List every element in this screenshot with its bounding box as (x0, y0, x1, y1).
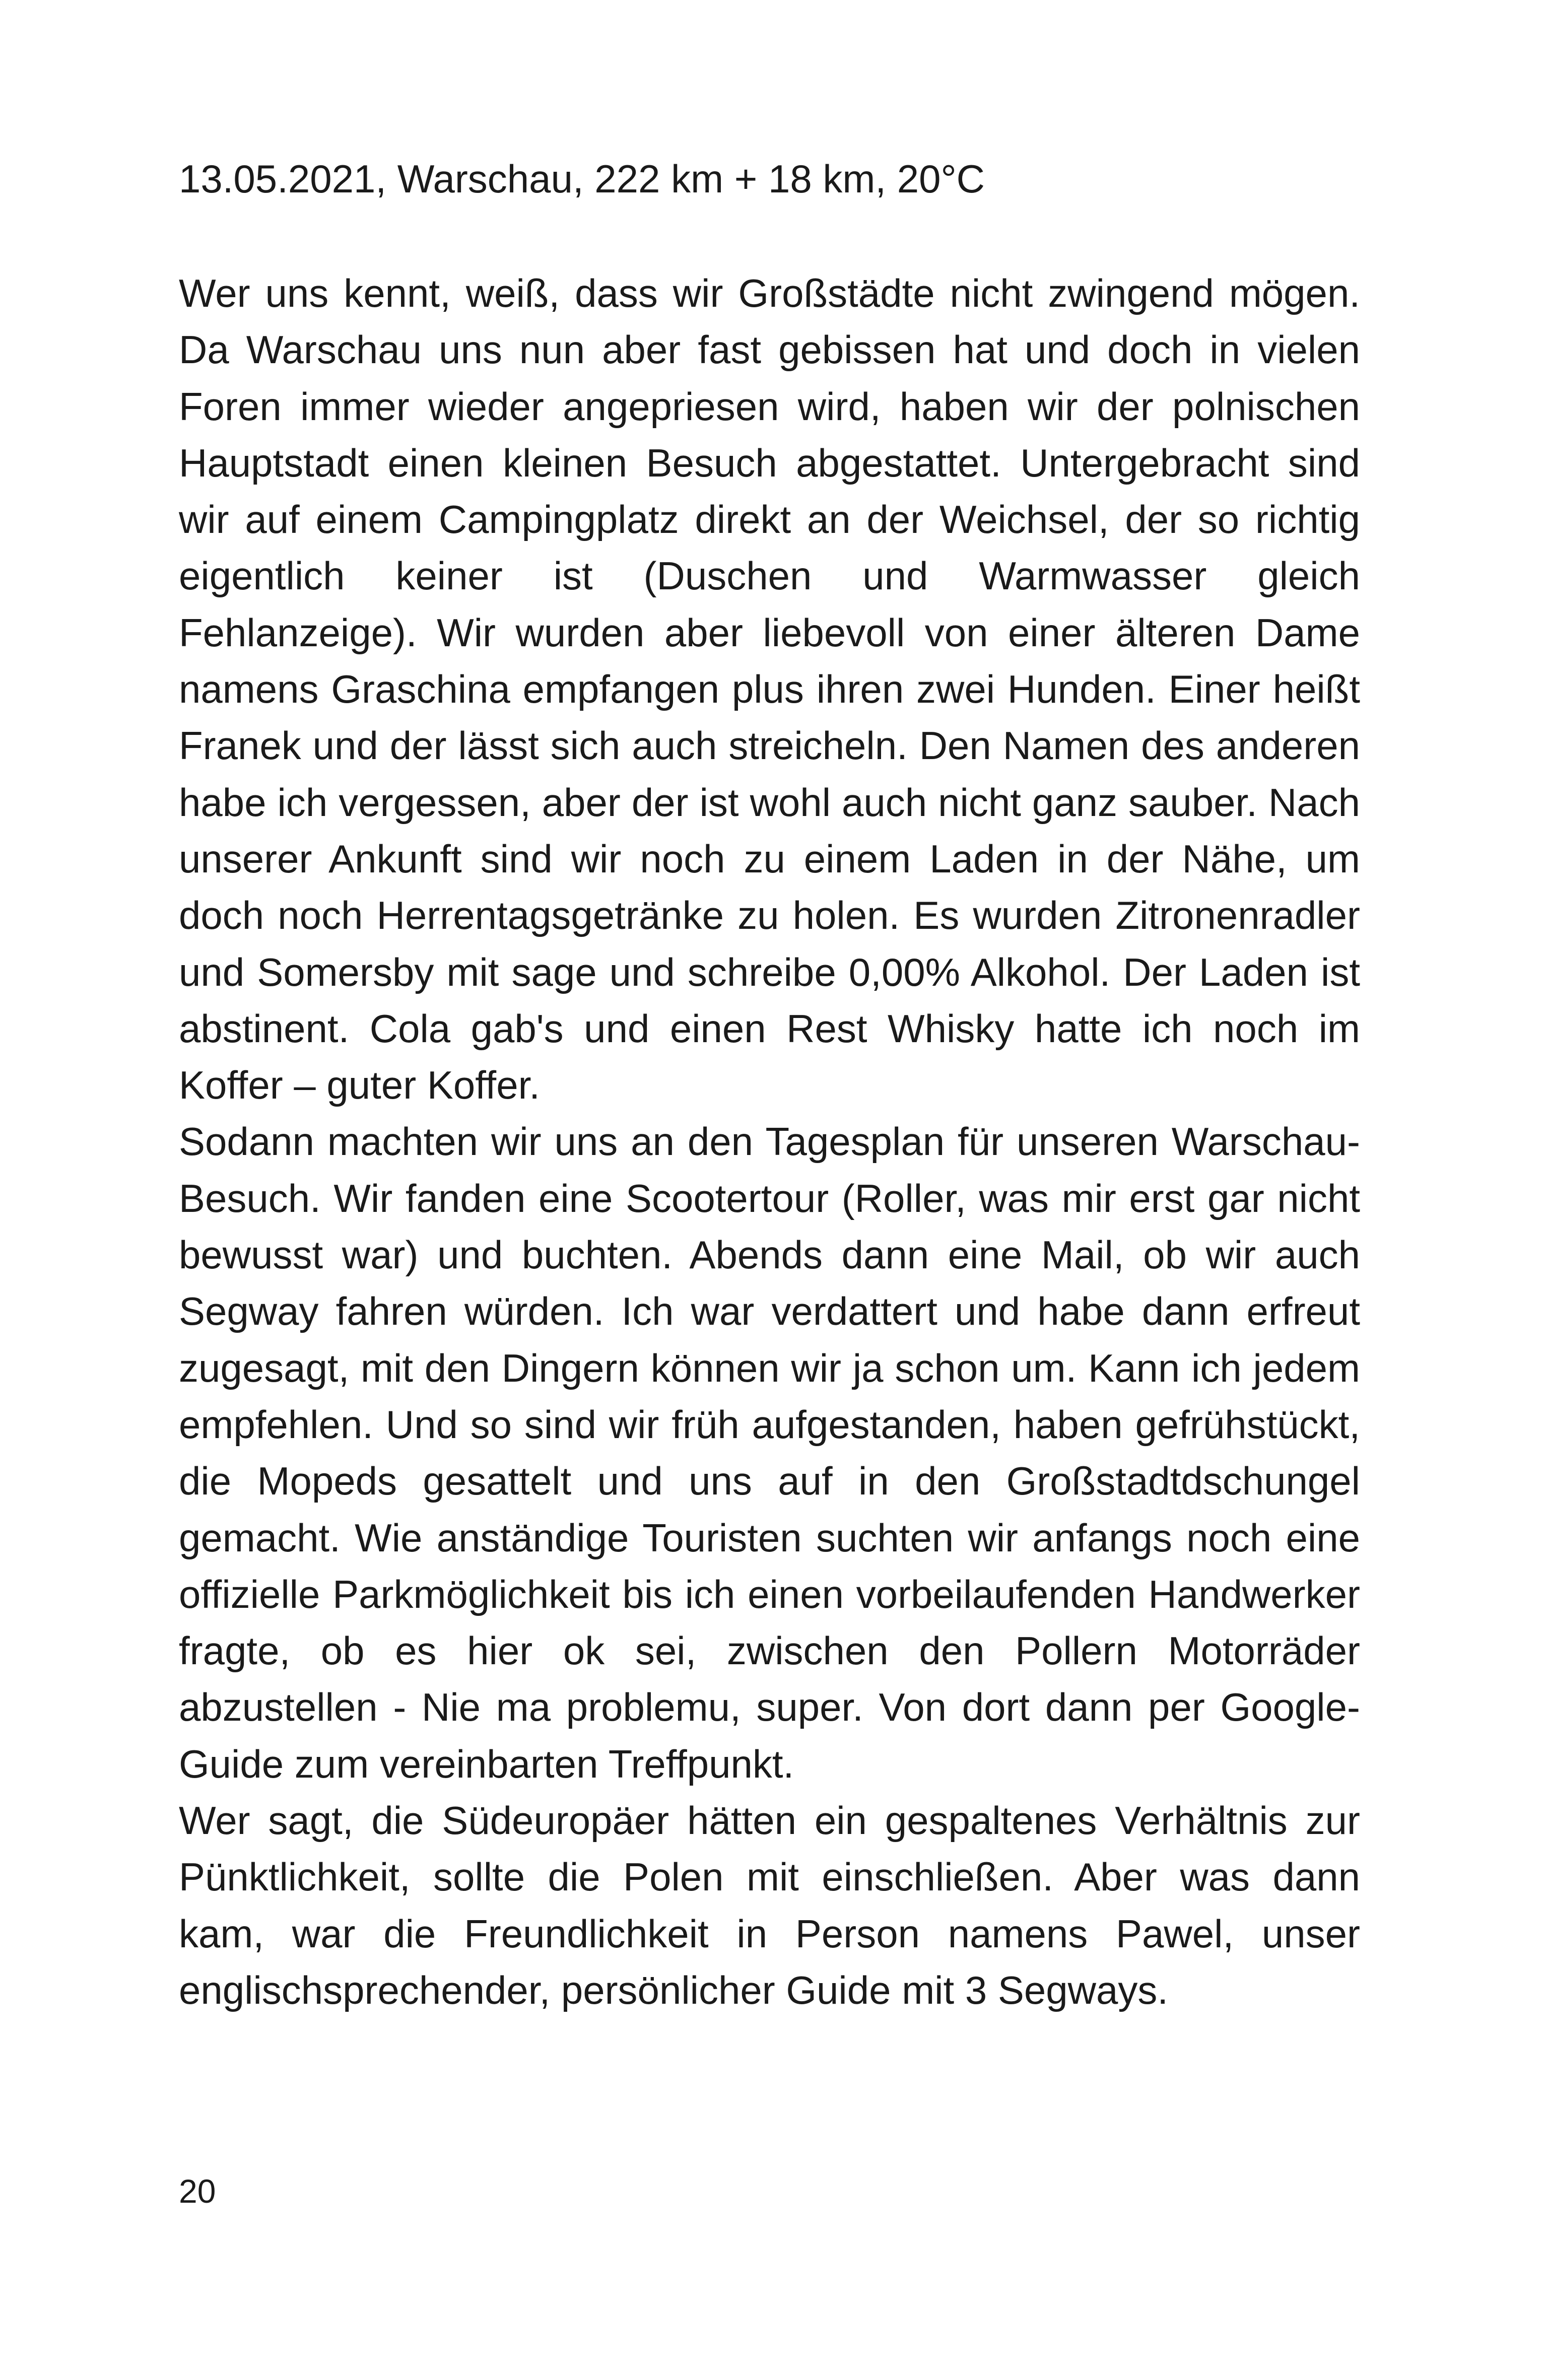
paragraph-planning: Sodann machten wir uns an den Tagesplan für unseren Warschau-Besuch. Wir fanden eine Scootertour (Roller, was mir erst gar nicht bewusst war) und buchten. Abends dann eine Mail, ob wir auch Segway fahren würden. Ich war verdattert und habe dann erfreut zugesagt, mit den Dingern können wir ja schon um. Kann ich jedem empfehlen. Und so sind wir früh aufgestanden, haben gefrühstückt, die Mopeds gesattelt und uns auf in den Großstadtdschungel gemacht. Wie anständige Touristen suchten wir anfangs noch eine offizielle Parkmöglichkeit bis ich einen vorbeilaufenden Handwerker fragte, ob es hier ok sei, zwischen den Pollern Motorräder abzustellen - Nie ma problemu, super. Von dort dann per Google-Guide zum vereinbarten Treffpunkt. (179, 1119, 1360, 1786)
paragraph-guide: Wer sagt, die Südeuropäer hätten ein gespaltenes Verhältnis zur Pünktlichkeit, sollte die Polen mit einschließen. Aber was dann kam, war die Freundlichkeit in Person namens Pawel, unser englischsprechender, persönlicher Guide mit 3 Segways. (179, 1798, 1360, 2012)
paragraph-arrival: Wer uns kennt, weiß, dass wir Großstädte nicht zwingend mögen. Da Warschau uns nun aber fast gebissen hat und doch in vielen Foren immer wieder angepriesen wird, haben wir der polnischen Hauptstadt einen kleinen Besuch abgestattet. Untergebracht sind wir auf einem Campingplatz direkt an der Weichsel, der so richtig eigentlich keiner ist (Duschen und Warmwasser gleich Fehlanzeige). Wir wurden aber liebevoll von einer älteren Dame namens Graschina empfangen plus ihren zwei Hunden. Einer heißt Franek und der lässt sich auch streicheln. Den Namen des anderen habe ich vergessen, aber der ist wohl auch nicht ganz sauber. Nach unserer Ankunft sind wir noch zu einem Laden in der Nähe, um doch noch Herrentagsgetränke zu holen. Es wurden Zitronenradler und Somersby mit sage und schreibe 0,00% Alkohol. Der Laden ist abstinent. Cola gab's und einen Rest Whisky hatte ich noch im Koffer – guter Koffer. (179, 271, 1360, 1108)
page-number: 20 (179, 2172, 216, 2210)
diary-entry-body (179, 265, 1360, 2018)
diary-entry-heading: 13.05.2021, Warschau, 222 km + 18 km, 20°C (179, 157, 985, 201)
